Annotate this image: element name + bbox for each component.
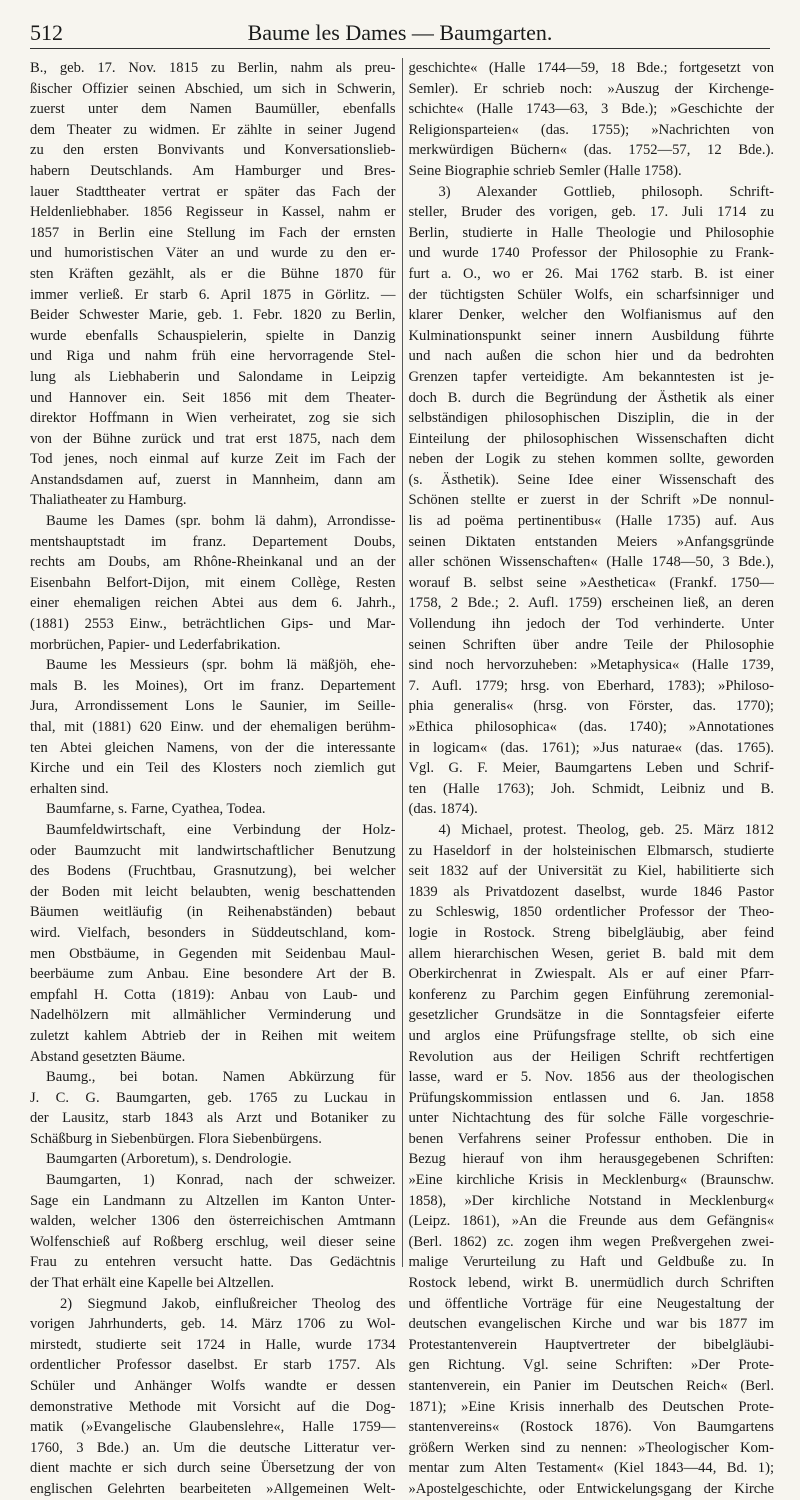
text-line: Einteilung der philosophischen Wissenschaften dicht — [408, 430, 774, 447]
text-line: thal, mit (1881) 620 Einw. und der ehemaligen berühm- — [30, 719, 396, 735]
text-line: (das. 1874). — [408, 801, 478, 818]
text-line: neben der Logik zu stehen kommen sollte, geworden — [408, 451, 774, 468]
text-line: Baumfeldwirtschaft, eine Verbindung der Holz- — [46, 821, 396, 838]
text-line: zu den ersten Bonvivants und Konversationslieb- — [30, 142, 396, 159]
text-line: doch B. durch die Begründung der Ästhetik als einer — [408, 389, 774, 406]
text-line: J. C. G. Baumgarten, geb. 1765 zu Luckau in — [30, 1089, 396, 1106]
paragraph — [30, 1294, 396, 1500]
text-line: Beider Schwester Marie, geb. 1. Febr. 1820 zu Berlin, — [30, 307, 396, 324]
text-line: lis ad poëma pertinentibus« (Halle 1735) auf. Aus — [408, 513, 774, 530]
text-line: direktor Hoffmann in Wien verheiratet, zog sie sich — [30, 410, 396, 427]
page-number: 512 — [30, 20, 63, 45]
text-line: sind noch hervorzuheben: »Metaphysica« (Halle 1739, — [408, 657, 774, 674]
text-line: 3) Alexander Gottlieb, philosoph. Schrift- — [438, 183, 774, 200]
text-line: Kirche und ein Teil des Klosters noch ziemlich gut — [30, 760, 396, 777]
text-line: Rostock lebend, wirkt B. unermüdlich durch Schriften — [408, 1275, 774, 1292]
text-line: zuletzt kahlem Abtrieb der in Reihen mit weitem — [30, 1027, 396, 1044]
text-line: Baume les Dames (spr. bohm lä dahm), Arrondisse- — [46, 513, 396, 530]
text-line: Heldenliebhaber. 1856 Regisseur in Kassel, nahm er — [30, 204, 396, 221]
text-line: dient machte er sich durch seine Übersetzung der von — [30, 1460, 396, 1477]
text-line: vorigen Jahrhunderts, geb. 14. März 1706 zu Wol- — [30, 1316, 396, 1333]
text-line: Jura, Arrondissement Lons le Saunier, im Seille- — [30, 698, 396, 715]
text-line: benen Verfahrens seiner Professur enthoben. Die in — [408, 1130, 774, 1147]
text-line: mentshauptstadt im franz. Departement Doubs, — [30, 533, 396, 550]
text-line: 1871); »Eine Krisis innerhalb des Deutschen Prote- — [408, 1398, 774, 1415]
text-line: 1858), »Der kirchliche Notstand in Mecklenburg« — [408, 1192, 774, 1209]
text-line: furt a. O., wo er 26. Mai 1762 starb. B. ist einer — [408, 265, 774, 282]
paragraph — [30, 799, 396, 820]
text-line: men Obstbäume, in Gegenden mit Seidenbau Maul- — [30, 945, 396, 962]
text-line: dem Theater zu widmen. Er zählte in seiner Jugend — [30, 121, 396, 138]
text-line: mentar zum Alten Testament« (Kiel 1843—44, Bd. 1); — [408, 1460, 774, 1477]
text-line: »Apostelgeschichte, oder Entwickelungsgang der Kirche — [408, 1480, 774, 1497]
text-line: seit 1832 auf der Universität zu Kiel, habilitierte sich — [408, 863, 774, 880]
text-line: und Hannover ein. Seit 1856 mit dem Theater- — [30, 389, 396, 406]
text-line: immer verließ. Er starb 6. April 1875 in Görlitz. — — [30, 286, 396, 303]
paragraph — [30, 1067, 396, 1149]
text-line: lung als Liebhaberin und Salondame in Leipzig — [30, 368, 396, 385]
text-line: »Ethica philosophica« (das. 1740); »Annotationes — [408, 719, 774, 735]
text-line: merkwürdigen Büchern« (das. 1752—57, 12 Bde.). — [408, 142, 774, 159]
text-line: demonstrative Methode mit Vorsicht auf die Dog- — [30, 1398, 396, 1415]
text-line: englischen Gelehrten bearbeiteten »Allgemeinen Welt- — [30, 1480, 396, 1497]
text-line: der Boden mit leicht belaubten, wenig beschattenden — [30, 883, 396, 900]
text-line: ten Abtei gleichen Namens, von der die interessante — [30, 739, 396, 756]
text-line: mirstedt, studierte seit 1724 in Halle, wurde 1734 — [30, 1336, 396, 1353]
text-line: und öffentliche Vorträge für eine Neugestaltung der — [408, 1295, 774, 1312]
text-line: 4) Michael, protest. Theolog, geb. 25. März 1812 — [438, 821, 774, 838]
text-line: Prüfungskommission entlassen und 6. Jan. 1858 — [408, 1089, 774, 1106]
text-line: seinen Diktaten entstanden Meiers »Anfangsgründe — [408, 533, 774, 550]
text-line: Nadelhölzern mit allmählicher Verminderung und — [30, 1007, 396, 1024]
text-line: Frau zu entehren versucht hatte. Das Gedächtnis — [30, 1254, 396, 1271]
running-title: Baume les Dames — Baumgarten. — [247, 20, 553, 45]
text-line: unter Nichtachtung des für solche Fälle vorgeschrie- — [408, 1110, 774, 1127]
text-line: beerbäume zum Anbau. Eine besondere Art der B. — [30, 966, 396, 983]
text-line: habern Deutschlands. Am Hamburger und Bres- — [30, 162, 396, 179]
page-header — [30, 18, 770, 49]
text-line: gesetzlicher Grundsätze in die Sonntagsfeier eiferte — [408, 1007, 774, 1024]
paragraph — [30, 1149, 396, 1170]
text-line: zuerst unter dem Namen Baumüller, ebenfalls — [30, 101, 396, 118]
text-line: Religionsparteien« (das. 1755); »Nachrichten von — [408, 121, 774, 138]
text-line: worauf B. selbst seine »Aesthetica« (Frankf. 1750— — [408, 574, 774, 591]
text-line: (1881) 2553 Einw., beträchtlichen Gips- und Mar- — [30, 616, 396, 633]
text-line: Baumg., bei botan. Namen Abkürzung für — [46, 1069, 396, 1086]
text-line: konferenz zu Parchim gegen Einführung zeremonial- — [408, 986, 774, 1003]
text-line: gen Richtung. Vgl. seine Schriften: »Der Prote- — [408, 1357, 774, 1374]
text-line: der That erhält eine Kapelle bei Altzellen. — [30, 1275, 275, 1292]
text-line: 1857 in Berlin eine Stellung im Fach der ernsten — [30, 224, 396, 241]
text-line: größern Werken sind zu nennen: »Theologischer Kom- — [408, 1439, 774, 1456]
text-line: des Bodens (Fruchtbau, Grasnutzung), bei welcher — [30, 863, 396, 880]
text-line: Bäumen weitläufig (in Reihenabständen) bebaut — [30, 904, 396, 921]
text-line: morbrüchen, Papier- und Lederfabrikation. — [30, 636, 281, 653]
text-line: Tod jenes, noch einmal auf kurze Zeit im Fach der — [30, 451, 396, 468]
paragraph — [409, 820, 775, 1500]
text-line: in logicam« (das. 1761); »Jus naturae« (das. 1765). — [408, 739, 774, 756]
text-line: Baumgarten (Arboretum), s. Dendrologie. — [46, 1151, 292, 1168]
text-line: Bezug hierauf von ihm herausgegebenen Schriften: — [408, 1151, 774, 1168]
text-line: Baumgarten, 1) Konrad, nach der schweizer. — [46, 1172, 396, 1189]
text-line: Protestantenverein Hauptvertreter der bibelgläubi- — [408, 1336, 774, 1353]
text-line: Revolution aus der Heiligen Schrift rechtfertigen — [408, 1048, 774, 1065]
column-divider — [402, 58, 403, 1267]
text-line: selbständigen philosophischen Disziplin, die in der — [408, 410, 774, 427]
right-column — [408, 58, 775, 1497]
text-line: Thaliatheater zu Hamburg. — [30, 492, 187, 509]
text-columns — [30, 58, 774, 1497]
text-line: sten Kräften gezählt, als er die Bühne 1870 für — [30, 265, 396, 282]
paragraph — [409, 58, 775, 182]
text-line: zu Schleswig, 1850 ordentlicher Professor der Theo- — [408, 904, 774, 921]
text-line: Baume les Messieurs (spr. bohm lä mäßjöh, ehe- — [46, 657, 396, 674]
text-line: oder Baumzucht mit landwirtschaftlicher Benutzung — [30, 842, 396, 859]
text-line: B., geb. 17. Nov. 1815 zu Berlin, nahm als preu- — [30, 60, 396, 76]
text-line: stantenvereins« (Rostock 1876). Von Baumgartens — [408, 1419, 774, 1436]
text-line: Schönen stellte er zuerst in der Schrift »De nonnul- — [408, 492, 774, 509]
text-line: und Riga und nahm früh eine hervorragende Stel- — [30, 348, 396, 365]
text-line: Grenzen tapfer verteidigte. Am bekanntesten ist je- — [408, 368, 774, 385]
text-line: schichte« (Halle 1743—63, 3 Bde.); »Geschichte der — [408, 101, 774, 118]
text-line: Vollendung ihn jedoch der Tod verhinderte. Unter — [408, 616, 774, 633]
text-line: 7. Aufl. 1779; hrsg. von Eberhard, 1783); »Philoso- — [408, 677, 774, 694]
text-line: der tüchtigsten Schüler Wolfs, ein scharfsinniger und — [408, 286, 774, 303]
text-line: ten (Halle 1763); Joh. Schmidt, Leibniz und B. — [408, 780, 774, 797]
text-line: von der Bühne zurück und trat erst 1875, nach dem — [30, 430, 396, 447]
text-line: steller, Bruder des vorigen, geb. 17. Juli 1714 zu — [408, 204, 774, 221]
text-line: 1758, 2 Bde.; 2. Aufl. 1759) erscheinen ließ, an deren — [408, 595, 774, 612]
text-line: matik (»Evangelische Glaubenslehre«, Halle 1759— — [30, 1419, 396, 1436]
text-line: stantenverein, ein Panier im Deutschen Reich« (Berl. — [408, 1378, 774, 1394]
text-line: Semler). Er schrieb noch: »Auszug der Kirchenge- — [408, 80, 774, 97]
text-line: und arglos eine Prüfungsfrage stellte, ob sich eine — [408, 1027, 774, 1044]
text-line: und nach außen die schon hier und da bedrohten — [408, 348, 774, 365]
text-line: Baumfarne, s. Farne, Cyathea, Todea. — [46, 801, 266, 818]
paragraph — [409, 182, 775, 820]
text-line: Abstand gesetzten Bäume. — [30, 1048, 186, 1065]
paragraph — [30, 820, 396, 1067]
text-line: (Berl. 1862) zc. zogen ihm wegen Preßvergehen zwei- — [408, 1233, 774, 1250]
text-line: Vgl. G. F. Meier, Baumgartens Leben und Schrif- — [408, 760, 774, 777]
text-line: allem hierarchischen Wesen, geriet B. bald mit dem — [408, 945, 774, 962]
text-line: lauer Stadttheater vertrat er später das Fach der — [30, 183, 396, 200]
text-line: Wolfenschieß auf Roßberg erschlug, weil dieser seine — [30, 1233, 396, 1250]
text-line: Kulminationspunkt seiner innern Ausbildung führte — [408, 327, 774, 344]
text-line: zu Haseldorf in der holsteinischen Elbmarsch, studierte — [408, 842, 774, 859]
paragraph — [30, 511, 396, 655]
text-line: Seine Biographie schrieb Semler (Halle 1758). — [408, 162, 682, 179]
text-line: deutschen evangelischen Kirche und war bis 1877 im — [408, 1316, 774, 1333]
text-line: Oberkirchenrat in Zwiespalt. Als er auf einer Pfarr- — [408, 966, 774, 983]
text-line: wird. Vielfach, besonders in Süddeutschland, kom- — [30, 924, 396, 941]
text-line: lasse, ward er 5. Nov. 1856 aus der theologischen — [408, 1069, 774, 1086]
text-line: Schüler und Anhänger Wolfs wandte er dessen — [30, 1378, 396, 1394]
text-line: wurde ebenfalls Schauspielerin, spielte in Danzig — [30, 327, 396, 344]
text-line: walden, welcher 1306 den österreichischen Amtmann — [30, 1213, 396, 1230]
text-line: geschichte« (Halle 1744—59, 18 Bde.; fortgesetzt von — [408, 60, 774, 76]
left-column — [30, 58, 396, 1497]
text-line: mals B. les Moines), Ort im franz. Departement — [30, 677, 396, 694]
text-line: aller schönen Wissenschaften« (Halle 1748—50, 3 Bde.), — [408, 554, 774, 571]
text-line: (Leipz. 1861), »An die Freunde aus dem Gefängnis« — [408, 1213, 774, 1230]
text-line: Anstandsdamen auf, zuerst in Mannheim, dann am — [30, 471, 396, 488]
text-line: erhalten sind. — [30, 780, 109, 797]
paragraph — [30, 655, 396, 799]
text-line: 1839 als Privatdozent daselbst, wurde 1846 Pastor — [408, 883, 774, 900]
paragraph — [30, 58, 396, 511]
text-line: logie in Rostock. Streng bibelgläubig, aber feind — [408, 924, 774, 941]
text-line: malige Verurteilung zu Haft und Geldbuße zu. In — [408, 1254, 774, 1271]
text-line: 1760, 3 Bde.) an. Um die deutsche Litteratur ver- — [30, 1439, 396, 1456]
text-line: 2) Siegmund Jakob, einflußreicher Theolog des — [60, 1295, 396, 1312]
text-line: rechts am Doubs, am Rhône-Rheinkanal und an der — [30, 554, 396, 571]
text-line: einer ehemaligen reichen Abtei aus dem 6. Jahrh., — [30, 595, 396, 612]
text-line: ßischer Offizier seinen Abschied, um sich in Schwerin, — [30, 80, 396, 97]
text-line: ordentlicher Professor daselbst. Er starb 1757. Als — [30, 1357, 396, 1374]
text-line: Berlin, studierte in Halle Theologie und Philosophie — [408, 224, 774, 241]
text-line: seinen Schriften über andre Teile der Philosophie — [408, 636, 774, 653]
text-line: Schäßburg in Siebenbürgen. Flora Siebenbürgens. — [30, 1130, 322, 1147]
text-line: Eisenbahn Belfort-Dijon, mit einem Collège, Resten — [30, 574, 396, 591]
paragraph — [30, 1170, 396, 1294]
text-line: Sage ein Landmann zu Altzellen im Kanton Unter- — [30, 1192, 396, 1209]
text-line: und wurde 1740 Professor der Philosophie zu Frank- — [408, 245, 774, 262]
text-line: »Eine kirchliche Krisis in Mecklenburg« (Braunschw. — [408, 1172, 774, 1189]
text-line: phia generalis« (hrsg. von Förster, das. 1770); — [408, 698, 774, 715]
text-line: der Lausitz, starb 1843 als Arzt und Botaniker zu — [30, 1110, 396, 1127]
text-line: (s. Ästhetik). Seine Idee einer Wissenschaft des — [408, 471, 774, 488]
text-line: empfahl H. Cotta (1819): Anbau von Laub- und — [30, 986, 396, 1003]
text-line: klarer Denker, welcher den Wolfianismus auf den — [408, 307, 774, 324]
text-line: und humoristischen Väter an und wurde zu den er- — [30, 245, 396, 262]
